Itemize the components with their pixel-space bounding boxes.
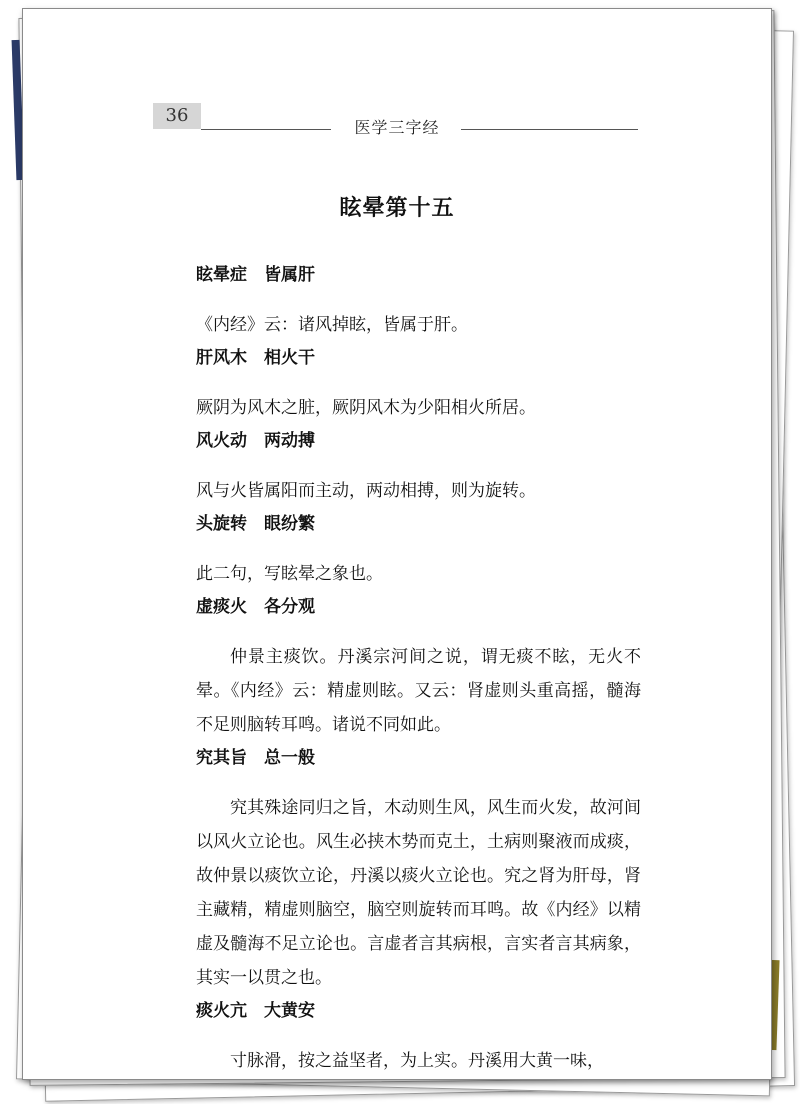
book-title: 医学三字经 xyxy=(354,118,440,137)
header-rule xyxy=(461,129,638,130)
verse-line: 风火动 两动搏 xyxy=(196,431,315,451)
verse-line: 眩晕症 皆属肝 xyxy=(196,265,315,285)
commentary: 此二句，写眩晕之象也。 xyxy=(196,564,383,584)
chapter-title: 眩晕第十五 xyxy=(339,196,455,221)
commentary: 仲景主痰饮。丹溪宗河间之说，谓无痰不眩，无火不晕。《内经》云：精虚则眩。又云：肾虚则头重高摇，髓海不足则脑转耳鸣。诸说不同如此。 xyxy=(196,647,641,735)
running-header xyxy=(153,97,638,137)
verse-line: 究其旨 总一般 xyxy=(196,748,315,768)
page-body xyxy=(196,259,641,1078)
verse-line: 头旋转 眼纷繁 xyxy=(196,514,315,534)
verse-line: 痰火亢 大黄安 xyxy=(196,1001,315,1021)
commentary: 《内经》云：诸风掉眩，皆属于肝。 xyxy=(196,315,468,335)
commentary: 风与火皆属阳而主动，两动相搏，则为旋转。 xyxy=(196,481,536,501)
commentary: 究其殊途同归之旨，木动则生风，风生而火发，故河间以风火立论也。风生必挟木势而克土，土病则聚液而成痰，故仲景以痰饮立论，丹溪以痰火立论也。究之肾为肝母，肾主藏精，精虚则脑空，脑空则旋转而耳鸣。故《内经》以精虚及髓海不足立论也。言虚者言其病根，言实者言其病象，其实一以贯之也。 xyxy=(196,798,641,988)
commentary: 寸脉滑，按之益坚者，为上实。丹溪用大黄一味， xyxy=(230,1051,604,1071)
header-rule xyxy=(201,129,331,130)
book-page xyxy=(22,8,772,1080)
commentary: 厥阴为风木之脏，厥阴风木为少阳相火所居。 xyxy=(196,398,536,418)
page-number: 36 xyxy=(153,103,201,129)
verse-line: 肝风木 相火干 xyxy=(196,348,315,368)
verse-line: 虚痰火 各分观 xyxy=(196,597,315,617)
